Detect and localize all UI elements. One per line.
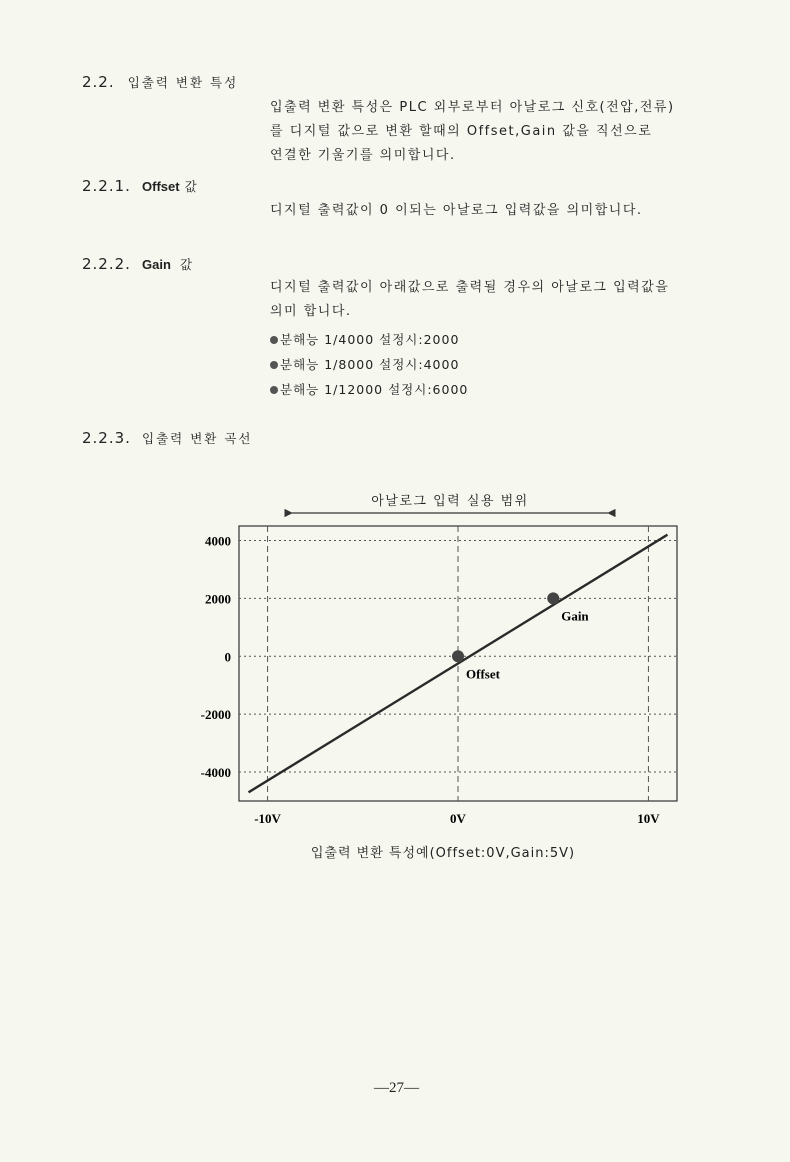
list-item: 분해능 1/8000 설정시:4000 xyxy=(270,352,468,377)
paragraph-line: 입출력 변환 특성은 PLC 외부로부터 아날로그 신호(전압,전류) xyxy=(270,100,675,115)
page-number: —27— xyxy=(374,1080,419,1096)
list-item: 분해능 1/12000 설정시:6000 xyxy=(270,377,468,402)
section-title-korean: 값 xyxy=(180,257,195,272)
section-number: 2.2.1. xyxy=(82,177,131,195)
paragraph-line: 디지털 출력값이 아래값으로 출력될 경우의 아날로그 입력값을 xyxy=(270,280,670,295)
section-number: 2.2.3. xyxy=(82,429,131,447)
x-tick-label: 0V xyxy=(450,811,466,826)
section-2-2-1-paragraph: 디지털 출력값이 0 이되는 아날로그 입력값을 의미합니다. xyxy=(270,203,643,218)
section-number: 2.2.2. xyxy=(82,255,131,273)
y-tick-label: 0 xyxy=(224,649,231,665)
x-tick-label: 10V xyxy=(637,811,660,826)
paragraph-line: 연결한 기울기를 의미합니다. xyxy=(270,148,456,163)
y-tick-label: -2000 xyxy=(200,707,231,723)
list-item: 분해능 1/4000 설정시:2000 xyxy=(270,327,468,352)
section-title-korean: 값 xyxy=(184,179,199,194)
section-title-latin: Gain xyxy=(142,257,171,272)
point-marker xyxy=(547,592,559,604)
y-tick-label: 2000 xyxy=(205,591,231,607)
section-title: 입출력 변환 곡선 xyxy=(142,431,253,446)
point-label: Gain xyxy=(561,608,589,624)
y-tick-label: -4000 xyxy=(200,765,231,781)
x-tick-label: -10V xyxy=(254,811,281,826)
section-number: 2.2. xyxy=(82,73,115,91)
range-label: 아날로그 입력 실용 범위 xyxy=(371,494,529,509)
section-title: 입출력 변환 특성 xyxy=(127,75,239,90)
point-label: Offset xyxy=(466,666,500,682)
point-marker xyxy=(452,650,464,662)
chart-caption: 입출력 변환 특성예(Offset:0V,Gain:5V) xyxy=(310,846,576,861)
series-line xyxy=(249,535,668,793)
paragraph-line: 를 디지털 값으로 변환 할때의 Offset,Gain 값을 직선으로 xyxy=(270,124,653,139)
section-title-latin: Offset xyxy=(142,179,180,194)
paragraph-line: 의미 합니다. xyxy=(270,304,352,319)
y-tick-label: 4000 xyxy=(205,533,231,549)
